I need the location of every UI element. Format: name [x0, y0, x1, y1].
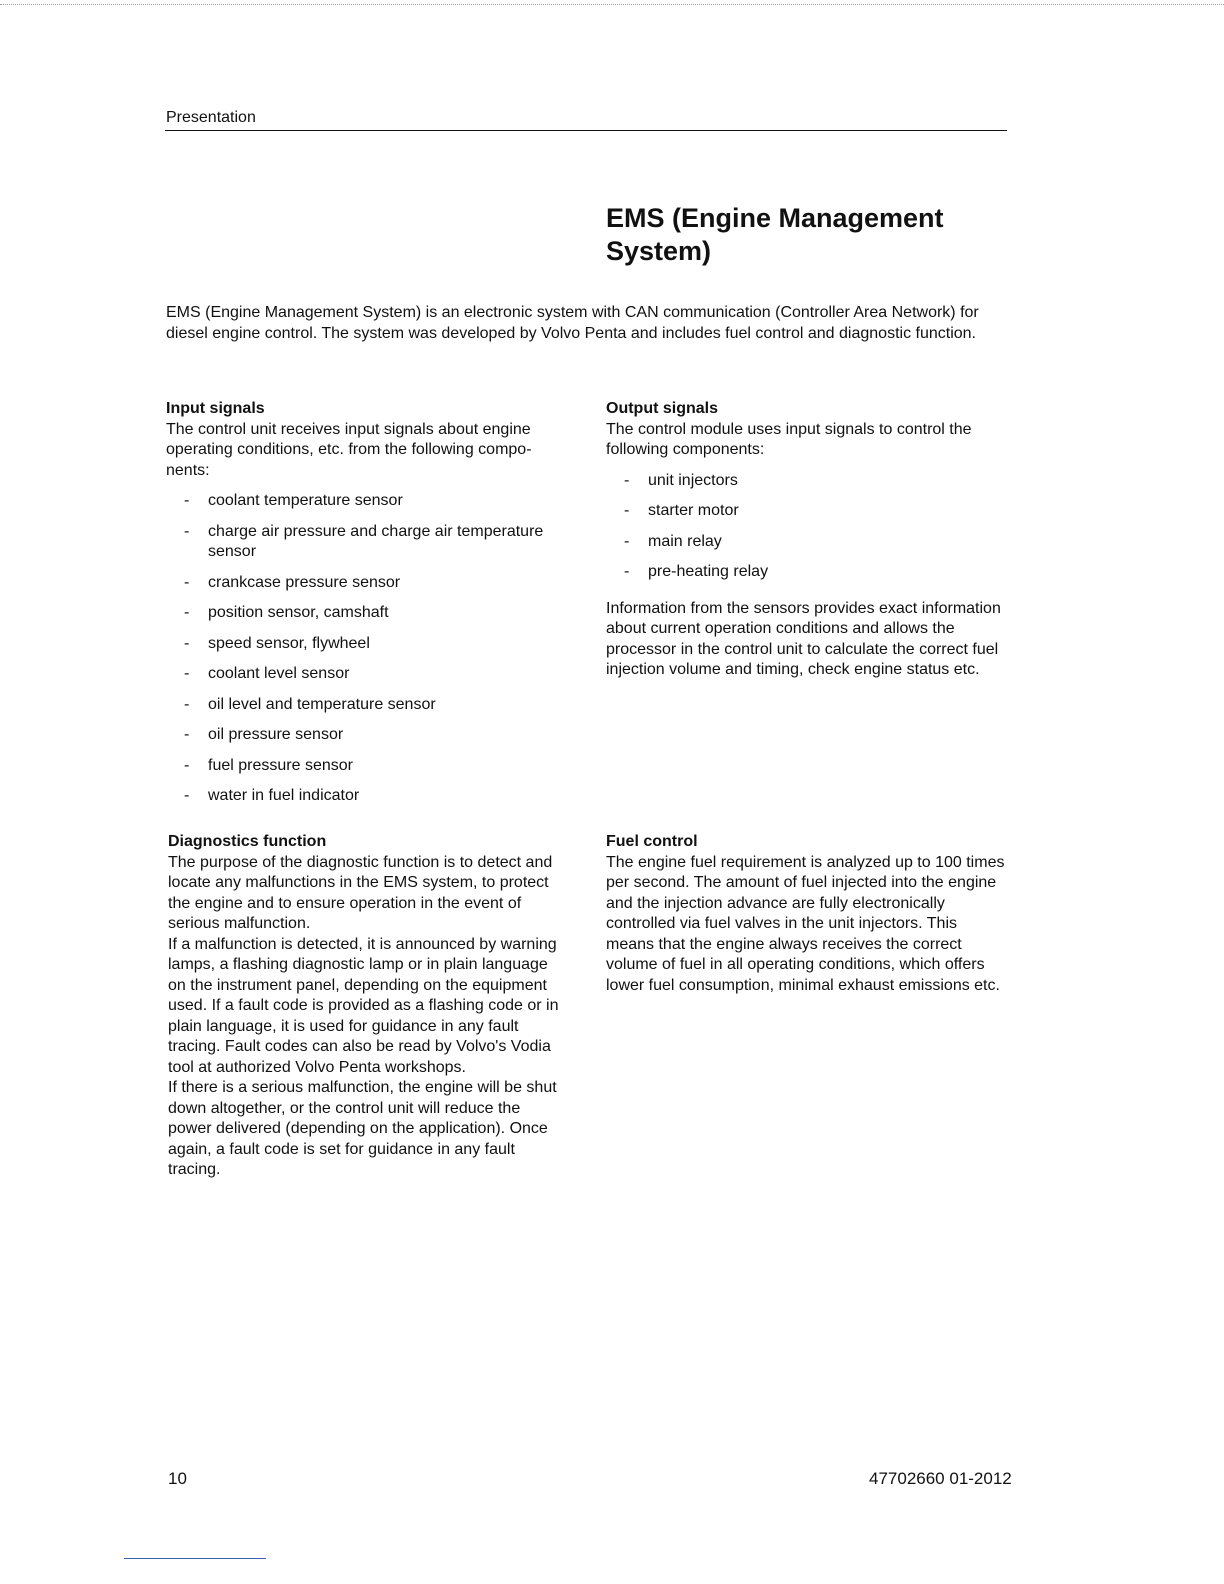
- input-signals-list: [166, 491, 566, 807]
- output-signals-text: The control module uses input signals to control the following components:: [606, 420, 972, 458]
- list-item: - unit injectors: [606, 471, 1006, 492]
- output-signals-section: [606, 399, 1006, 681]
- list-item: - oil level and temperature sensor: [166, 695, 566, 716]
- diagnostics-paragraph: The purpose of the diagnostic function is to detect and locate any malfunctions in the EMS system, to protect the engine and to ensure operation in the event of serious malfunction.: [168, 853, 553, 932]
- input-signals-section: [166, 399, 566, 817]
- diagnostics-paragraph: If a malfunction is detected, it is announced by warning lamps, a flashing diagnostic lamp or in plain language on the instrument panel, depending on the equipment used. If a fault code is provided as a flashing code or in plain language, it is used for guidance in any fault tracing. Fault codes can also be read by Volvo's Vodia tool at authorized Volvo Penta workshops.: [168, 935, 559, 1076]
- input-signals-text: The control unit receives input signals about engine operating conditions, etc. from the following components:: [166, 420, 532, 479]
- fuel-control-text: The engine fuel requirement is analyzed up to 100 times per second. The amount of fuel injected into the engine and the injection advance are fully electronically controlled via fuel valves in the unit injectors. This means that the engine always receives the correct volume of fuel in all operating conditions, which offers lower fuel consumption, minimal exhaust emissions etc.: [606, 853, 1005, 994]
- scan-edge-artifact: [0, 4, 1224, 5]
- fuel-control-heading: Fuel control: [606, 833, 698, 850]
- page-title: EMS (Engine Management System): [606, 203, 944, 266]
- document-code: 47702660 01-2012: [869, 1469, 1012, 1488]
- section-label: Presentation: [166, 109, 256, 126]
- list-item: - position sensor, camshaft: [166, 603, 566, 624]
- list-item: - coolant level sensor: [166, 664, 566, 685]
- list-item: - water in fuel indicator: [166, 786, 566, 807]
- list-item: - starter motor: [606, 501, 1006, 522]
- intro-paragraph: EMS (Engine Management System) is an electronic system with CAN communication (Controller Area Network) for diesel engine control. The system was developed by Volvo Penta and includes fuel control and diagnostic function.: [166, 304, 979, 342]
- list-item: - crankcase pressure sensor: [166, 573, 566, 594]
- list-item: - pre-heating relay: [606, 562, 1006, 583]
- header-rule: [165, 130, 1007, 131]
- list-item: - charge air pressure and charge air temperature sensor: [166, 522, 566, 563]
- input-signals-heading: Input signals: [166, 400, 265, 417]
- output-signals-after-text: Information from the sensors provides exact information about current operation conditions and allows the processor in the control unit to calculate the correct fuel injection volume and timing, check engine status etc.: [606, 599, 1001, 678]
- output-signals-list: [606, 471, 1006, 583]
- page-number: 10: [168, 1469, 187, 1488]
- output-signals-heading: Output signals: [606, 400, 718, 417]
- list-item: - fuel pressure sensor: [166, 756, 566, 777]
- diagnostics-section: [168, 832, 568, 1181]
- diagnostics-heading: Diagnostics function: [168, 833, 327, 850]
- list-item: - oil pressure sensor: [166, 725, 566, 746]
- list-item: - coolant temperature sensor: [166, 491, 566, 512]
- list-item: - main relay: [606, 532, 1006, 553]
- list-item: - speed sensor, flywheel: [166, 634, 566, 655]
- diagnostics-paragraph: If there is a serious malfunction, the engine will be shut down altogether, or the control unit will reduce the power delivered (depending on the application). Once again, a fault code is set for guidance in any fault tracing.: [168, 1079, 557, 1178]
- scan-edge-artifact: [124, 1558, 266, 1559]
- fuel-control-section: [606, 832, 1006, 996]
